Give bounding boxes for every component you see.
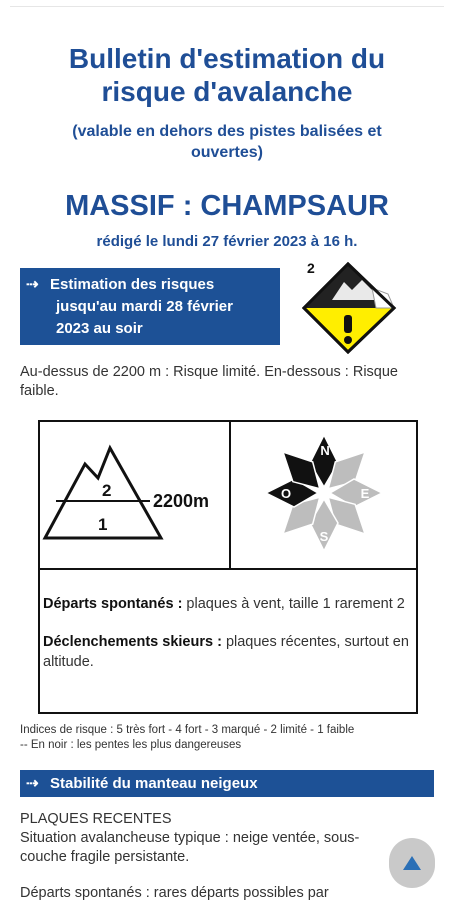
estimation-header: [20, 268, 280, 345]
rose-label-north: N: [320, 443, 330, 458]
skiers-label: Déclenchements skieurs :: [43, 634, 222, 650]
arrow-right-icon: ⇢: [26, 276, 39, 293]
diagram-divider-vertical: [229, 422, 231, 568]
title-line-2: risque d'avalanche: [101, 76, 353, 107]
altitude-label: 2200m: [153, 491, 210, 511]
upper-level-label: 2: [102, 481, 112, 500]
subtitle-line-2: ouvertes): [190, 144, 264, 161]
altitude-risk-text: Au-dessus de 2200 m : Risque limité. En-dessous : Risque faible.: [20, 364, 398, 399]
estimation-line-2: jusqu'au mardi 28 février: [56, 298, 233, 315]
risk-description: [43, 594, 413, 690]
title-line-1: Bulletin d'estimation du: [68, 43, 386, 74]
skiers-text: plaques récentes, surtout en altitude.: [43, 634, 409, 670]
spontaneous-label: Départs spontanés :: [43, 596, 183, 612]
spontaneous-text: plaques à vent, taille 1 rarement 2: [182, 596, 405, 612]
massif-title: MASSIF : CHAMPSAUR: [65, 190, 389, 222]
rose-label-south: S: [319, 529, 329, 544]
rose-label-west: O: [280, 486, 292, 501]
stability-title: Stabilité du manteau neigeux: [50, 775, 258, 792]
risk-indices-legend: [20, 723, 440, 753]
situation-text: Situation avalancheuse typique : neige ventée, sous-couche fragile persistante.: [20, 830, 360, 865]
subtitle-line-1: (valable en dehors des pistes balisées et: [72, 123, 382, 140]
mountain-altitude-icon: [40, 422, 229, 568]
departs-text: Départs spontanés : rares départs possibles par: [20, 885, 329, 901]
risk-diagram: [38, 420, 418, 714]
rose-label-east: E: [360, 486, 370, 501]
avalanche-risk-level-icon: [302, 258, 400, 359]
scroll-to-top-button[interactable]: [389, 838, 435, 888]
plaques-title: PLAQUES RECENTES: [20, 811, 172, 827]
lower-level-label: 1: [98, 515, 108, 534]
risk-level-number: 2: [307, 260, 315, 276]
arrow-right-icon: ⇢: [26, 775, 39, 792]
stability-header: [20, 770, 434, 797]
top-divider: [10, 6, 444, 7]
indices-line-2: -- En noir : les pentes les plus dangereuses: [20, 739, 242, 751]
diagram-divider-horizontal: [40, 568, 416, 570]
arrow-up-icon: [402, 855, 422, 871]
page-subtitle: [0, 121, 454, 163]
estimation-line-1: Estimation des risques: [50, 276, 215, 293]
indices-line-1: Indices de risque : 5 très fort - 4 fort - 3 marqué - 2 limité - 1 faible: [20, 724, 355, 736]
issue-date: rédigé le lundi 27 février 2023 à 16 h.: [96, 233, 358, 250]
estimation-line-3: 2023 au soir: [56, 320, 143, 337]
aspect-rose-icon: [259, 428, 389, 558]
page-title: [0, 42, 454, 108]
